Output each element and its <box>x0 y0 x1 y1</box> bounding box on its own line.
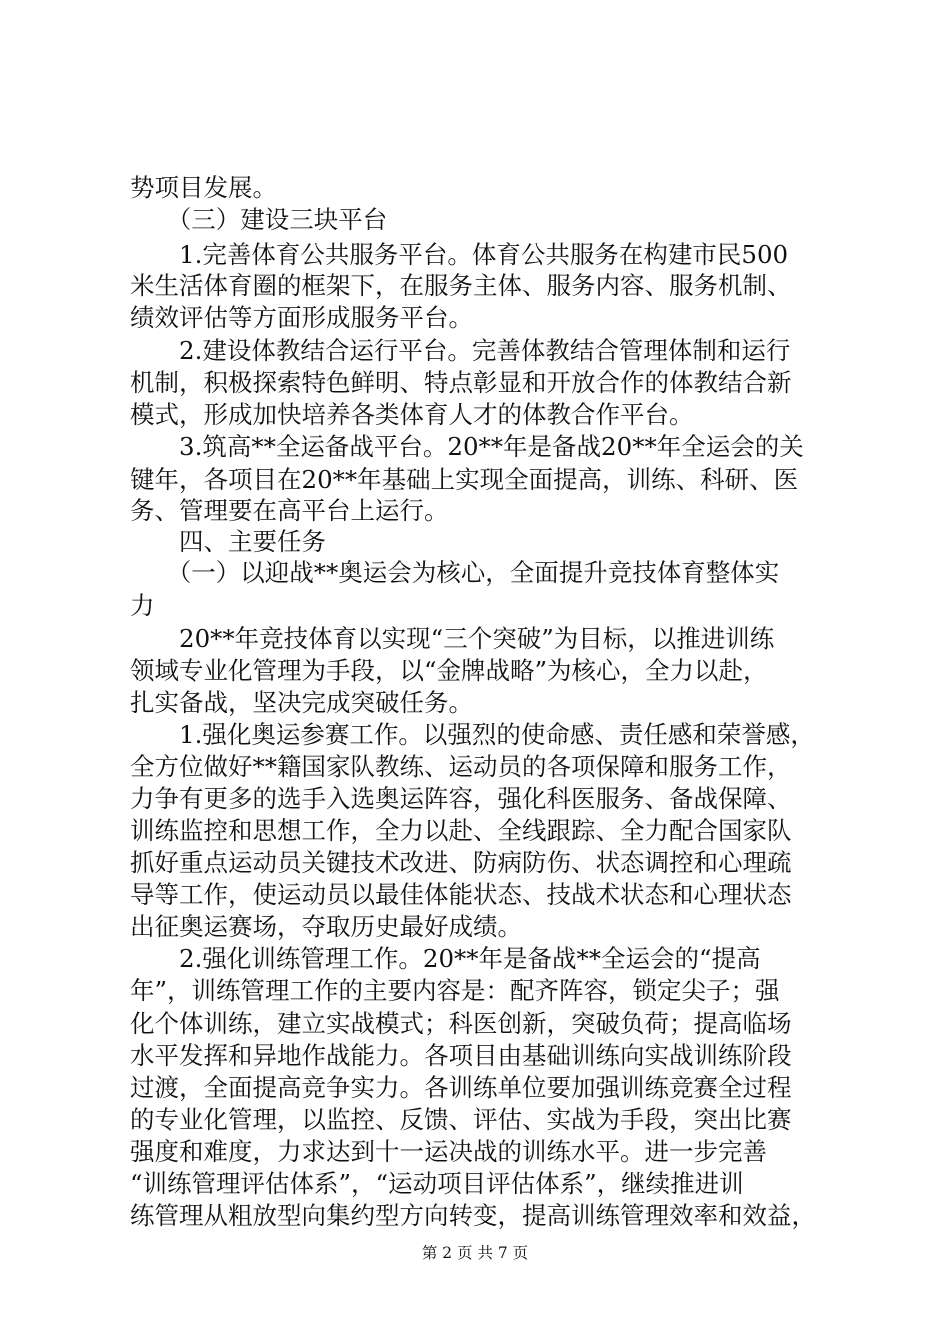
text-line: 键年，各项目在20**年基础上实现全面提高，训练、科研、医 <box>130 465 799 494</box>
text-line: 强度和难度，力求达到十一运决战的训练水平。进一步完善 <box>130 1137 767 1166</box>
text-line: 出征奥运赛场，夺取历史最好成绩。 <box>130 912 522 941</box>
text-line: 模式，形成加快培养各类体育人才的体教合作平台。 <box>130 400 694 429</box>
text-line: 机制，积极探索特色鲜明、特点彰显和开放合作的体教结合新 <box>130 368 792 397</box>
text-line: 领域专业化管理为手段，以“金牌战略”为核心，全力以赴， <box>130 656 768 685</box>
text-line: 全方位做好**籍国家队教练、运动员的各项保障和服务工作， <box>130 752 792 781</box>
text-line: 1.强化奥运参赛工作。以强烈的使命感、责任感和荣誉感， <box>130 720 815 749</box>
text-line: 1.完善体育公共服务平台。体育公共服务在构建市民500 <box>130 240 789 269</box>
text-line: 化个体训练，建立实战模式；科医创新，突破负荷；提高临场 <box>130 1009 792 1038</box>
text-line: 的专业化管理，以监控、反馈、评估、实战为手段，突出比赛 <box>130 1105 792 1134</box>
text-line: 扎实备战，坚决完成突破任务。 <box>130 688 473 717</box>
text-line: 米生活体育圈的框架下，在服务主体、服务内容、服务机制、 <box>130 271 792 300</box>
section-heading: （一）以迎战**奥运会为核心，全面提升竞技体育整体实 <box>130 558 780 587</box>
text-line: 务、管理要在高平台上运行。 <box>130 496 449 525</box>
text-line: 2.建设体教结合运行平台。完善体教结合管理体制和运行 <box>130 336 791 365</box>
text-line: 势项目发展。 <box>130 173 277 202</box>
text-line: 训练监控和思想工作，全力以赴、全线跟踪、全力配合国家队 <box>130 816 792 845</box>
section-heading: 力 <box>130 591 155 620</box>
text-line: 抓好重点运动员关键技术改进、防病防伤、状态调控和心理疏 <box>130 848 792 877</box>
text-line: “训练管理评估体系”，“运动项目评估体系”，继续推进训 <box>130 1169 744 1198</box>
text-line: 练管理从粗放型向集约型方向转变，提高训练管理效率和效益， <box>130 1201 816 1230</box>
text-line: 3.筑高**全运备战平台。20**年是备战20**年全运会的关 <box>130 432 804 461</box>
text-line: 导等工作，使运动员以最佳体能状态、技战术状态和心理状态 <box>130 880 792 909</box>
section-heading: 四、主要任务 <box>130 527 326 556</box>
text-line: 绩效评估等方面形成服务平台。 <box>130 303 473 332</box>
text-line: 20**年竞技体育以实现“三个突破”为目标，以推进训练 <box>130 624 775 653</box>
page-footer: 第 2 页 共 7 页 <box>421 1244 529 1262</box>
text-line: 过渡，全面提高竞争实力。各训练单位要加强训练竞赛全过程 <box>130 1073 792 1102</box>
section-heading: （三）建设三块平台 <box>130 205 388 234</box>
text-line: 2.强化训练管理工作。20**年是备战**全运会的“提高 <box>130 944 761 973</box>
text-line: 力争有更多的选手入选奥运阵容，强化科医服务、备战保障、 <box>130 784 792 813</box>
text-line: 水平发挥和异地作战能力。各项目由基础训练向实战训练阶段 <box>130 1041 792 1070</box>
text-line: 年”，训练管理工作的主要内容是：配齐阵容，锁定尖子；强 <box>130 976 780 1005</box>
